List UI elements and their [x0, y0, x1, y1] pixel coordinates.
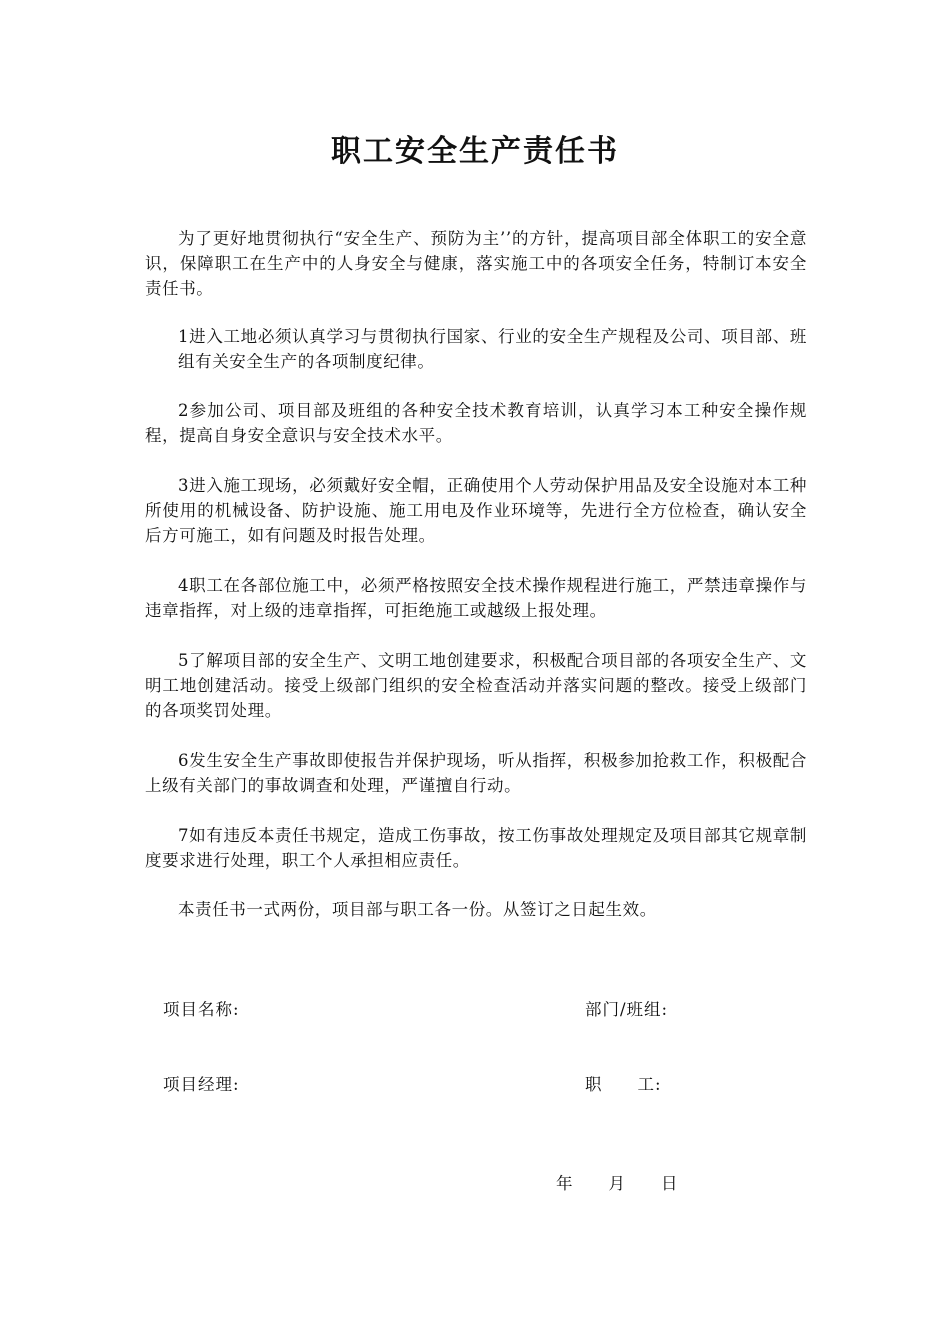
- clause-5: 5了解项目部的安全生产、文明工地创建要求，积极配合项目部的各项安全生产、文明工地创建活动。接受上级部门组织的安全检查活动并落实问题的整改。接受上级部门的各项奖罚处理。: [145, 651, 807, 720]
- clause-6: 6发生安全生产事故即使报告并保护现场，听从指挥，积极参加抢救工作，积极配合上级有关部门的事故调查和处理，严谨擅自行动。: [145, 751, 807, 795]
- clause-4: 4职工在各部位施工中，必须严格按照安全技术操作规程进行施工，严禁违章操作与违章指挥，对上级的违章指挥，可拒绝施工或越级上报处理。: [145, 576, 807, 620]
- document-title: 职工安全生产责任书: [331, 134, 619, 169]
- clause-2: 2参加公司、项目部及班组的各种安全技术教育培训，认真学习本工种安全操作规程，提高自身安全意识与安全技术水平。: [145, 401, 807, 445]
- project-manager-label: 项目经理:: [163, 1075, 240, 1094]
- employee-label: 职 工:: [585, 1075, 662, 1094]
- clause-7: 7如有违反本责任书规定，造成工伤事故，按工伤事故处理规定及项目部其它规章制度要求进行处理，职工个人承担相应责任。: [145, 826, 807, 870]
- signing-date-label: 年 月 日: [556, 1174, 679, 1193]
- project-name-label: 项目名称:: [163, 1000, 240, 1019]
- intro-paragraph: 为了更好地贯彻执行“安全生产、预防为主’’的方针，提高项目部全体职工的安全意识，保障职工在生产中的人身安全与健康，落实施工中的各项安全任务，特制订本安全责任书。: [145, 229, 807, 298]
- closing-statement: 本责任书一式两份，项目部与职工各一份。从签订之日起生效。: [178, 900, 657, 919]
- clause-1: 1进入工地必须认真学习与贯彻执行国家、行业的安全生产规程及公司、项目部、班组有关安全生产的各项制度纪律。: [178, 327, 807, 371]
- department-label: 部门/班组:: [585, 1000, 669, 1019]
- clause-3: 3进入施工现场，必须戴好安全帽，正确使用个人劳动保护用品及安全设施对本工种所使用的机械设备、防护设施、施工用电及作业环境等，先进行全方位检查，确认安全后方可施工，如有问题及时报告处理。: [145, 476, 807, 545]
